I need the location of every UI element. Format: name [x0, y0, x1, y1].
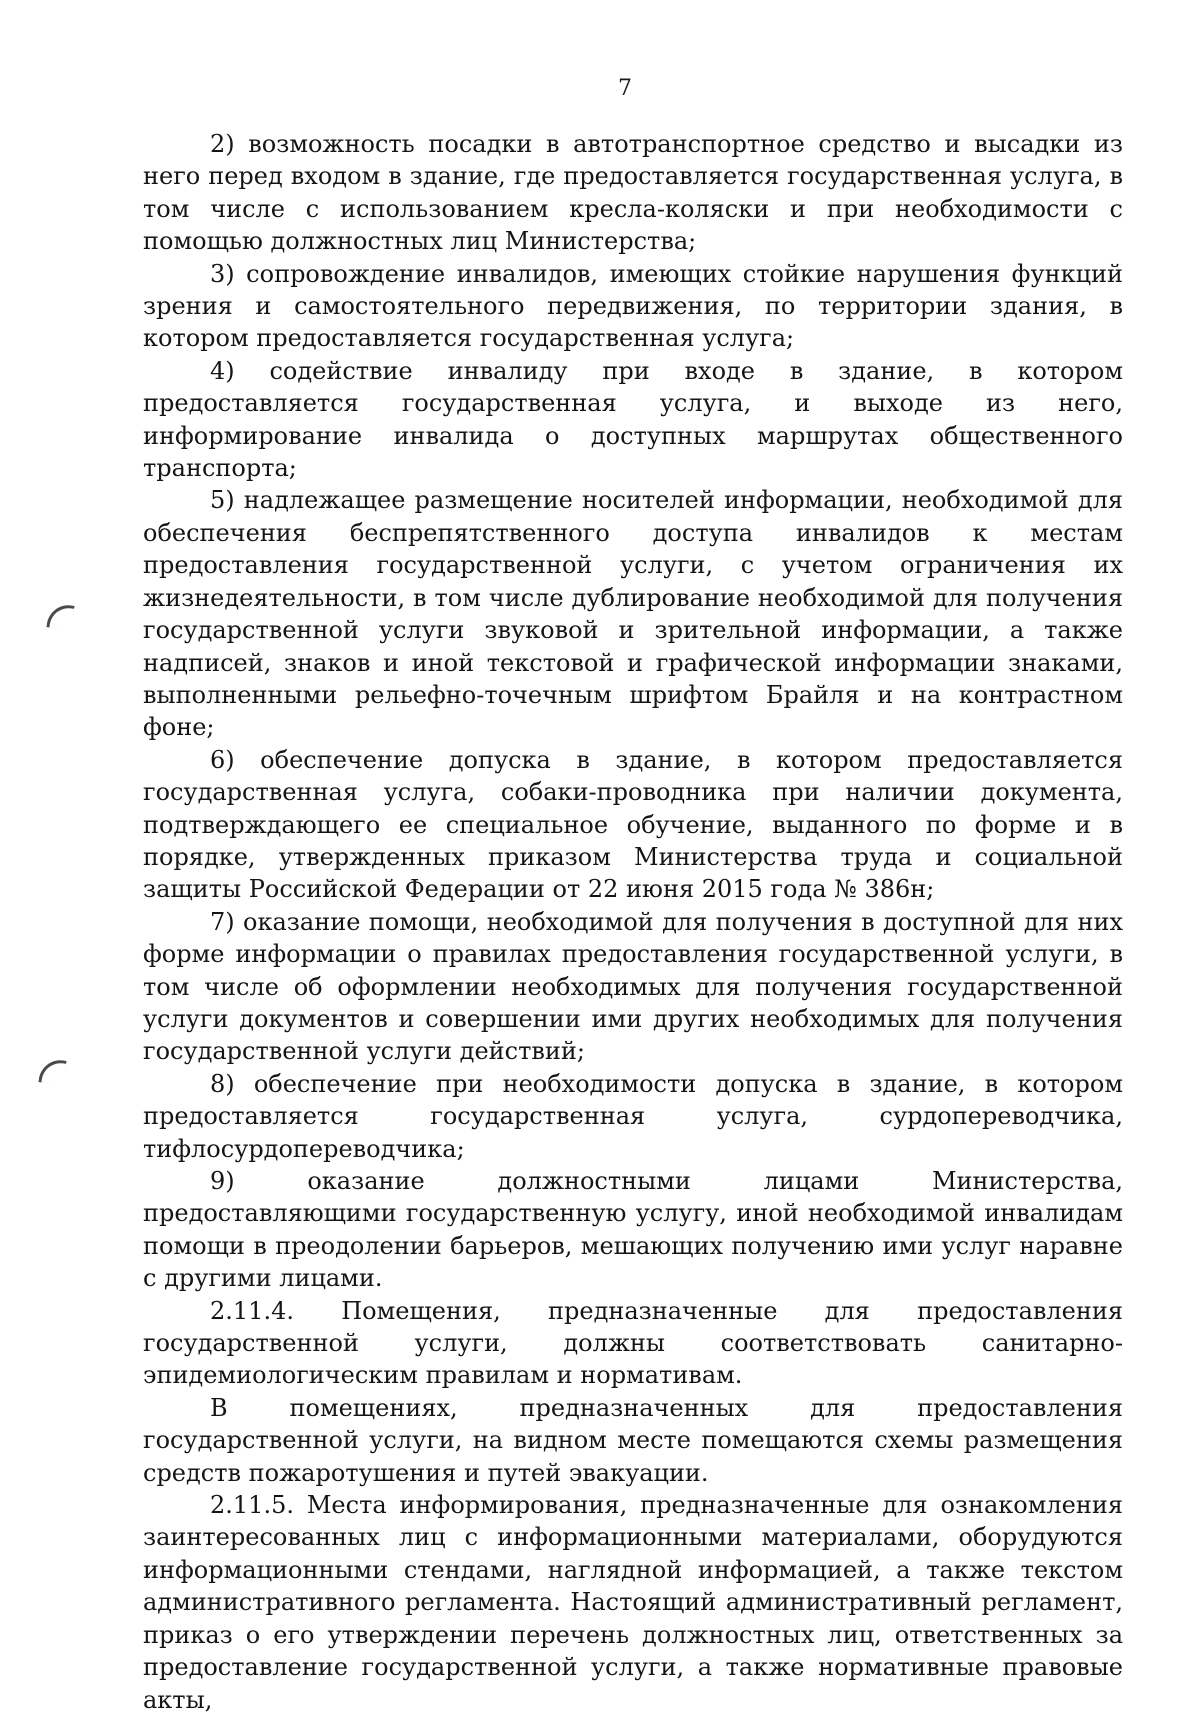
paragraph-item-3: 3) сопровождение инвалидов, имеющих стойкие нарушения функций зрения и самостоятельного передвижения, по территории здания, в котором предоставляется государственная услуга; [143, 259, 1123, 353]
page-number: 7 [618, 76, 632, 101]
paragraph-premises: В помещениях, предназначенных для предоставления государственной услуги, на видном месте помещаются схемы размещения средств пожаротушения и путей эвакуации. [143, 1393, 1123, 1487]
paragraph-item-6: 6) обеспечение допуска в здание, в котором предоставляется государственная услуга, собаки-проводника при наличии документа, подтверждающего ее специальное обучение, выданного по форме и в порядке, утвержденных приказом Министерства труда и социальной защиты Российской Федерации от 22 июня 2015 года № 386н; [143, 745, 1123, 904]
paragraph-2-11-4: 2.11.4. Помещения, предназначенные для предоставления государственной услуги, должны соответствовать санитарно-эпидемиологическим правилам и нормативам. [143, 1296, 1123, 1390]
paragraph-item-9: 9) оказание должностными лицами Министерства, предоставляющими государственную услугу, иной необходимой инвалидам помощи в преодолении барьеров, мешающих получению ими услуг наравне с другими лицами. [143, 1167, 1123, 1293]
paragraph-item-4: 4) содействие инвалиду при входе в здание, в котором предоставляется государственная услуга, и выходе из него, информирование инвалида о доступных маршрутах общественного транспорта; [143, 356, 1123, 483]
paragraph-item-8: 8) обеспечение при необходимости допуска в здание, в котором предоставляется государственная услуга, сурдопереводчика, тифлосурдопереводчика; [143, 1069, 1123, 1163]
punch-hole-mark [38, 1057, 66, 1085]
document-body [143, 128, 1123, 1716]
punch-hole-mark [46, 602, 74, 630]
paragraph-item-5: 5) надлежащее размещение носителей информации, необходимой для обеспечения беспрепятственного доступа инвалидов к местам предоставления государственной услуги, с учетом ограничения их жизнедеятельности, в том числе дублирование необходимой для получения государственной услуги звуковой и зрительной информации, а также надписей, знаков и иной текстовой и графической информации знаками, выполненными рельефно-точечным шрифтом Брайля и на контрастном фоне; [143, 486, 1123, 742]
paragraph-2-11-5: 2.11.5. Места информирования, предназначенные для ознакомления заинтересованных лиц с информационными материалами, оборудуются информационными стендами, наглядной информацией, а также текстом административного регламента. Настоящий административный регламент, приказ о его утверждении перечень должностных лиц, ответственных за предоставление государственной услуги, а также нормативные правовые акты, [143, 1491, 1123, 1714]
paragraph-item-2: 2) возможность посадки в автотранспортное средство и высадки из него перед входом в здание, где предоставляется государственная услуга, в том числе с использованием кресла-коляски и при необходимости с помощью должностных лиц Министерства; [143, 130, 1123, 256]
paragraph-item-7: 7) оказание помощи, необходимой для получения в доступной для них форме информации о правилах предоставления государственной услуги, в том числе об оформлении необходимых для получения государственной услуги документов и совершении ими других необходимых для получения государственной услуги действий; [143, 907, 1123, 1066]
